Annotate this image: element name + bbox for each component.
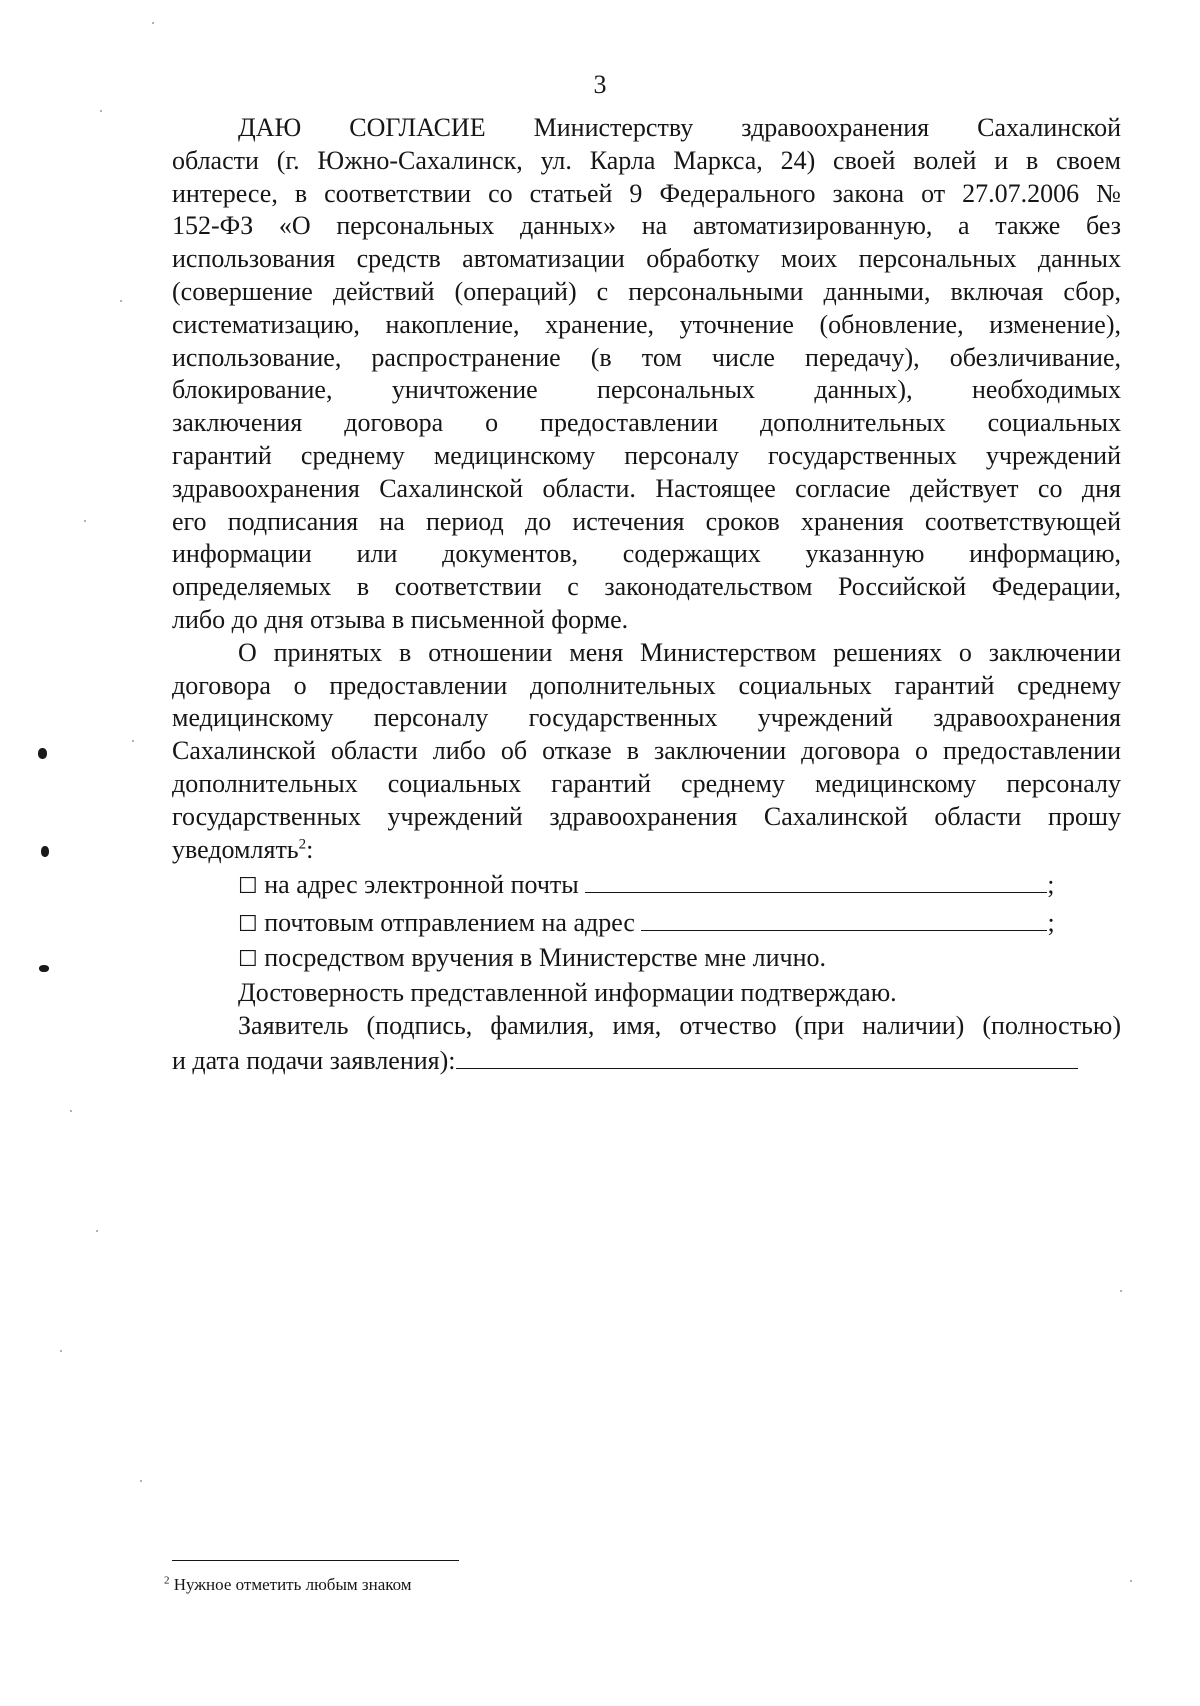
- scan-speck: [96, 1230, 98, 1232]
- consent-line: определяемых в соответствии с законодательством Российской Федерации,: [172, 572, 1121, 602]
- page-number: 3: [593, 70, 607, 99]
- scan-speck: [152, 22, 154, 24]
- reliability-statement: Достоверность представленной информации подтверждаю.: [238, 977, 897, 1007]
- notification-line: медицинскому персоналу государственных учреждений здравоохранения: [172, 703, 1121, 733]
- notification-line: [172, 834, 1121, 867]
- scan-speck: [60, 1350, 62, 1352]
- consent-line: использования средств автоматизации обработку моих персональных данных: [172, 244, 1121, 274]
- email-checkbox[interactable]: ☐: [238, 874, 258, 900]
- applicant-block: [172, 1010, 1121, 1079]
- line-end: ;: [1047, 870, 1055, 900]
- consent-line: 152-ФЗ «О персональных данных» на автоматизированную, а также без: [172, 211, 1121, 241]
- option-post: [172, 904, 1121, 942]
- consent-line: ДАЮ СОГЛАСИЕ Министерству здравоохранения Сахалинской: [238, 113, 1121, 142]
- applicant-line: Заявитель (подпись, фамилия, имя, отчество (при наличии) (полностью): [238, 1010, 1121, 1040]
- consent-line: заключения договора о предоставлении дополнительных социальных: [172, 408, 1121, 438]
- scan-blot: [41, 846, 49, 857]
- scan-speck: [1120, 1290, 1122, 1292]
- notification-paragraph: [172, 637, 1121, 867]
- scan-speck: [100, 110, 102, 112]
- footnote: [164, 1575, 412, 1595]
- postal-address-field[interactable]: [641, 904, 1047, 931]
- footnote-divider: [172, 1560, 459, 1561]
- option-in-person: [172, 942, 1121, 977]
- scan-speck: [140, 1480, 142, 1482]
- consent-line: интересе, в соответствии со статьей 9 Федерального закона от 27.07.2006 №: [172, 178, 1121, 208]
- in-person-option-label: посредством вручения в Министерстве мне лично.: [264, 942, 826, 972]
- consent-paragraph: [172, 112, 1121, 637]
- email-field[interactable]: [585, 866, 1047, 893]
- document-body: [172, 112, 1121, 1078]
- scan-speck: [70, 1110, 72, 1112]
- footnote-text: Нужное отметить любым знаком: [173, 1575, 412, 1594]
- post-checkbox[interactable]: ☐: [238, 912, 258, 938]
- notification-options: [172, 866, 1121, 976]
- in-person-checkbox[interactable]: ☐: [238, 946, 258, 972]
- consent-line: либо до дня отзыва в письменной форме.: [172, 604, 629, 634]
- consent-line: блокирование, уничтожение персональных данных), необходимых: [172, 375, 1121, 405]
- notify-word: уведомлять: [172, 834, 299, 864]
- scan-speck: [120, 300, 122, 302]
- consent-line: области (г. Южно-Сахалинск, ул. Карла Маркса, 24) своей волей и в своем: [172, 145, 1121, 175]
- scan-speck: [1130, 1580, 1132, 1582]
- notification-line: договора о предоставлении дополнительных социальных гарантий среднему: [172, 670, 1121, 700]
- signature-field[interactable]: [456, 1042, 1078, 1069]
- consent-line: его подписания на период до истечения сроков хранения соответствующей: [172, 506, 1121, 536]
- consent-line: использование, распространение (в том числе передачу), обезличивание,: [172, 342, 1121, 372]
- notification-line: государственных учреждений здравоохранения Сахалинской области прошу: [172, 801, 1121, 831]
- post-option-label: почтовым отправлением на адрес: [264, 908, 635, 938]
- notify-colon: :: [306, 834, 314, 864]
- footnote-reference: 2: [298, 835, 307, 852]
- applicant-date-label: и дата подачи заявления):: [172, 1046, 456, 1076]
- consent-line: систематизацию, накопление, хранение, уточнение (обновление, изменение),: [172, 309, 1121, 339]
- notification-line: О принятых в отношении меня Министерством решениях о заключении: [238, 637, 1121, 667]
- scan-speck: [84, 520, 86, 522]
- email-option-label: на адрес электронной почты: [264, 870, 579, 900]
- option-email: [172, 866, 1121, 904]
- footnote-marker: 2: [164, 1574, 170, 1587]
- scan-blot: [39, 965, 49, 972]
- consent-line: (совершение действий (операций) с персональными данными, включая сбор,: [172, 276, 1121, 306]
- applicant-line: [172, 1042, 1121, 1078]
- notification-line: дополнительных социальных гарантий среднему медицинскому персоналу: [172, 768, 1121, 798]
- line-end: ;: [1047, 908, 1055, 938]
- scan-speck: [132, 740, 134, 742]
- scan-blot: [38, 748, 47, 759]
- consent-line: здравоохранения Сахалинской области. Настоящее согласие действует со дня: [172, 473, 1121, 503]
- consent-line: информации или документов, содержащих указанную информацию,: [172, 539, 1121, 569]
- notification-line: Сахалинской области либо об отказе в заключении договора о предоставлении: [172, 736, 1121, 766]
- consent-line: гарантий среднему медицинскому персоналу государственных учреждений: [172, 440, 1121, 470]
